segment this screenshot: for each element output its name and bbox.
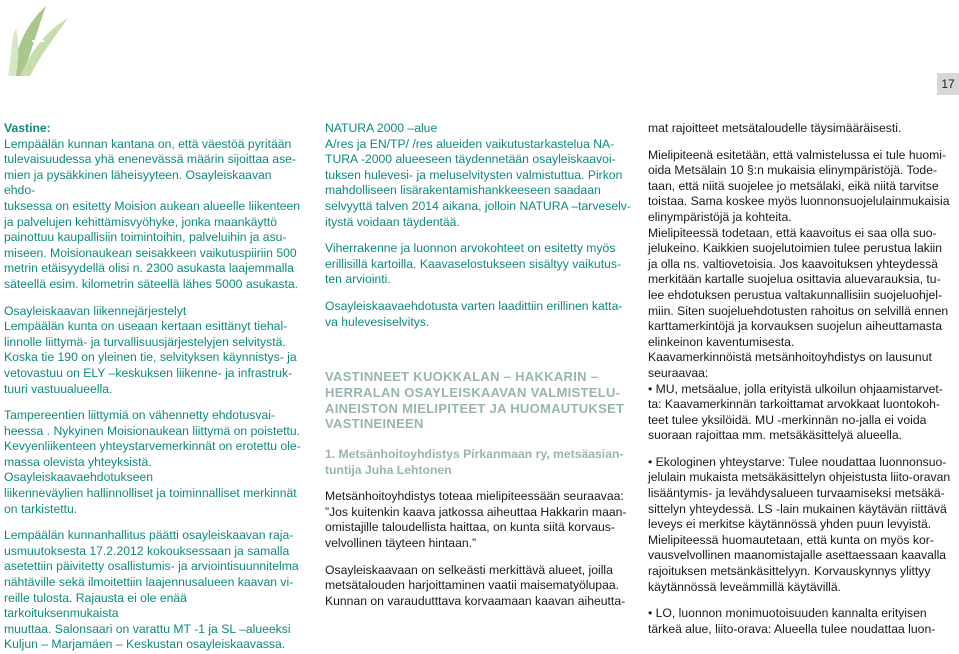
paragraph-line: on tarkistettu.	[4, 501, 78, 516]
paragraph-line: Mielipiteessä huomautetaan, että kunta on myös kor-	[648, 532, 934, 547]
paragraph-line: ta: Kaavamerkinnän tarkoittamat arvokkaat luontokoh-	[648, 397, 940, 412]
paragraph-line: reille tulosta. Rajausta ei ole enää tarkoituksenmukaista	[4, 590, 187, 621]
paragraph-line: painottuu kaupallisiin toimintoihin, palveluihin ja asu-	[4, 230, 287, 245]
paragraph-line: tärkeä alue, liito-orava: Alueella tulee noudattaa luon-	[648, 621, 936, 636]
paragraph-line: leveys ei merkitse käytännössä yhden puun levyistä.	[648, 517, 932, 532]
paragraph-line: selvyyttä talven 2014 aikana, jolloin NATURA –tarveselv-	[325, 198, 631, 213]
paragraph-line: metrin etäisyydellä olisi n. 2300 asukasta laajemmalla	[4, 261, 294, 276]
subsection-heading: tuntija Juha Lehtonen	[325, 462, 452, 477]
paragraph-line: sittelyn yhteydessä. LS -lain mukainen käytävän riittävä	[648, 501, 947, 516]
paragraph-gap	[325, 478, 635, 489]
paragraph-line: tuksessa on esitetty Moision aukean alueelle liikenteen	[4, 198, 301, 213]
paragraph-line: Kaavamerkinnöistä metsänhoitoyhdistys on lausunut	[648, 350, 932, 365]
paragraph-line: taan, että niitä suojelee jo metsälaki, eikä niitä tarvitse	[648, 178, 939, 193]
paragraph-line: ja olla ns. valtiovetoisia. Jos kaavoituksen yhteydessä	[648, 256, 938, 271]
paragraph-line: NATURA 2000 –alue	[325, 121, 438, 135]
paragraph-line: lee ehdotuksen perustua valtakunnallisiin suojeluohjel-	[648, 287, 943, 302]
paragraph-line: massa olevista yhteyksistä. Osayleiskaavaehdotukseen	[4, 454, 154, 485]
section-heading: VASTINNEET KUOKKALAN – HAKKARIN –	[325, 369, 599, 385]
paragraph-line: Kuljun – Marjamäen – Keskustan osayleiskaavassa.	[4, 637, 286, 652]
paragraph-line: tulevaisuudessa yhä enenevässä määrin sijoittaa ase-	[4, 152, 296, 167]
section-heading: AINEISTON MIELIPITEET JA HUOMAUTUKSET	[325, 400, 625, 416]
paragraph-line: erillisillä kartoilla. Kaavaselostukseen sisältyy vaikutus-	[325, 256, 622, 271]
paragraph-line: metsätalouden harjoittaminen vaatii maisematyölupaa.	[325, 578, 620, 593]
leaf-logo	[6, 2, 70, 78]
paragraph-line: itystä voidaan täydentää.	[325, 214, 460, 229]
paragraph-line: toistaa. Sama koskee myös luonnonsuojelulainmukaisia	[648, 194, 950, 209]
paragraph-line: elinkeinon kaventumisesta.	[648, 334, 795, 349]
column-middle	[325, 121, 635, 609]
paragraph-gap	[325, 230, 635, 241]
paragraph-line: seuraavaa:	[648, 365, 709, 380]
paragraph-line: Osayleiskaavaan on selkeästi merkittävä alueet, joilla	[325, 562, 613, 577]
paragraph-line: Osayleiskaavaehdotusta varten laadittiin erillinen katta-	[325, 298, 623, 313]
section-heading: VASTINEINEEN	[325, 416, 424, 432]
paragraph-gap	[4, 517, 304, 528]
paragraph-line: A/res ja EN/TP/ /res alueiden vaikutustarkastelua NA-	[325, 136, 615, 151]
paragraph-line: Lempäälän kunnan kantana on, että väestöä pyritään	[4, 136, 292, 151]
column-left	[4, 121, 304, 653]
paragraph-line: Osayleiskaavan liikennejärjestelyt	[4, 303, 187, 318]
subsection-heading: 1. Metsänhoitoyhdistys Pirkanmaan ry, metsäasian-	[325, 446, 624, 461]
page-number: 17	[937, 73, 959, 95]
paragraph-gap	[648, 595, 954, 606]
paragraph-line: elinympäristöjä ja kohteita.	[648, 209, 792, 224]
paragraph-line: • MU, metsäalue, jolla erityistä ulkoilun ohjaamistarvet-	[648, 381, 943, 396]
paragraph-line: merkitään kartalle suojelua osittavia aluevarauksia, tu-	[648, 272, 941, 287]
paragraph-line: Lempäälän kunnanhallitus päätti osayleiskaavan raja-	[4, 528, 294, 543]
paragraph-gap	[648, 137, 954, 148]
paragraph-gap	[325, 552, 635, 563]
paragraph-line: teet tulee yksilöidä. MU -merkinnän no-jalla ei voida	[648, 412, 927, 427]
paragraph-line: Tampereentien liittymiä on vähennetty ehdotusvai-	[4, 408, 275, 423]
paragraph-gap	[325, 288, 635, 299]
paragraph-line: TURA -2000 alueeseen täydennetään osayleiskaavoi-	[325, 152, 616, 167]
paragraph-line: lisääntymis- ja levähdysalueen turvaamiseksi metsäkä-	[648, 486, 945, 501]
paragraph-line: tuuri vastuualueella.	[4, 381, 113, 396]
paragraph-line: • LO, luonnon monimuotoisuuden kannalta erityisen	[648, 606, 927, 621]
column-right	[648, 121, 954, 637]
paragraph-line: va hulevesiselvitys.	[325, 314, 430, 329]
paragraph-line: Kunnan on varaudutttava korvaamaan kaavan aiheutta-	[325, 593, 626, 608]
paragraph-gap	[4, 397, 304, 408]
paragraph-line: karttamerkintöjä ja korvauksen suojelun aiheuttamasta	[648, 319, 943, 334]
paragraph-line: Metsänhoitoyhdistys toteaa mielipiteessään seuraavaa:	[325, 489, 624, 504]
paragraph-line: ”Jos kuitenkin kaava jatkossa aiheuttaa Hakkarin maan-	[325, 504, 627, 519]
paragraph-line: Mielipiteenä esitetään, että valmistelussa ei tule huomi-	[648, 147, 947, 162]
paragraph-line: nähtäville sekä ilmoitettiin laajennusalueen kaavan vi-	[4, 575, 294, 590]
paragraph-line: omistajille taloudellista haittaa, on kunta siitä korvaus-	[325, 520, 615, 535]
paragraph-line: ja palvelujen kehittämisvyöhyke, jonka maankäyttö	[4, 214, 278, 229]
paragraph-line: ten arviointi.	[325, 272, 391, 287]
paragraph-gap	[648, 444, 954, 455]
paragraph-line: velvollinen täyteen hintaan.”	[325, 535, 477, 550]
paragraph-line: mahdolliseen lisärakentamishankkeeseen saadaan	[325, 183, 601, 198]
paragraph-line: rajoituksen metsänkäsittelyyn. Korvauskynnys ylittyy	[648, 564, 931, 579]
paragraph-line: suoraan rajoittaa mm. metsäkäsittelyä alueella.	[648, 428, 903, 443]
paragraph-line: mien ja pysäkkinen läheisyyteen. Osayleiskaavan ehdo-	[4, 167, 272, 198]
paragraph-line: Kevyenliikenteen yhteystarvemerkinnät on erotettu ole-	[4, 439, 301, 454]
paragraph-line: vetovastuu on ELY –keskuksen liikenne- ja infrastruk-	[4, 365, 293, 380]
paragraph-line: Koska tie 190 on yleinen tie, selvityksen käynnistys- ja	[4, 350, 297, 365]
paragraph-line: liikenneväylien hallinnolliset ja toiminnalliset merkinnät	[4, 486, 297, 501]
paragraph-line: Lempäälän kunta on useaan kertaan esittänyt tiehal-	[4, 319, 288, 334]
paragraph-line: Mielipiteessä todetaan, että kaavoitus ei saa olla suo-	[648, 225, 937, 240]
paragraph-line: käytännössä leveämmillä käytävillä.	[648, 579, 842, 594]
paragraph-gap	[4, 293, 304, 304]
paragraph-line: muuttaa. Salonsaari on varattu MT -1 ja SL –alueeksi	[4, 621, 291, 636]
paragraph-line: usmuutoksesta 17.2.2012 kokouksessaan ja samalla	[4, 543, 290, 558]
paragraph-line: Viherrakenne ja luonnon arvokohteet on esitetty myös	[325, 241, 616, 256]
paragraph-line: oida Metsälain 10 §:n mukaisia elinympäristöjä. Tode-	[648, 163, 938, 178]
paragraph-line: miseen. Moisionaukean seisakkeen vaikutuspiiriin 500	[4, 245, 297, 260]
section-heading: HERRALAN OSAYLEISKAAVAN VALMISTELU-	[325, 384, 621, 400]
vastine-label: Vastine:	[4, 121, 51, 135]
paragraph-line: miin. Siten suojeluehdotusten rahoitus on selvillä ennen	[648, 303, 949, 318]
paragraph-line: säteellä esim. kilometrin säteellä lähes 5000 asukasta.	[4, 276, 299, 291]
paragraph-line: mat rajoitteet metsätaloudelle täysimääräisesti.	[648, 121, 902, 135]
paragraph-line: linnolle liittymä- ja turvallisuusjärjestelyjen selvitystä.	[4, 334, 286, 349]
paragraph-line: tuksen hulevesi- ja meluselvitysten valmistuttua. Pirkon	[325, 167, 623, 182]
paragraph-line: heessa . Nykyinen Moisionaukean liittymä on poistettu.	[4, 423, 301, 438]
paragraph-line: asetettiin päivitetty osallistumis- ja arviointisuunnitelma	[4, 559, 299, 574]
paragraph-line: vausvelvollinen maanomistajalle asettaessaan kaavalla	[648, 548, 947, 563]
paragraph-line: • Ekologinen yhteystarve: Tulee noudattaa luonnonsuo-	[648, 454, 947, 469]
paragraph-line: jelulain mukaista metsäkäsittelyn ohjeistusta liito-oravan	[648, 470, 951, 485]
paragraph-line: jelukeino. Kaikkien suojelutoimien tulee perustua lakiin	[648, 241, 943, 256]
